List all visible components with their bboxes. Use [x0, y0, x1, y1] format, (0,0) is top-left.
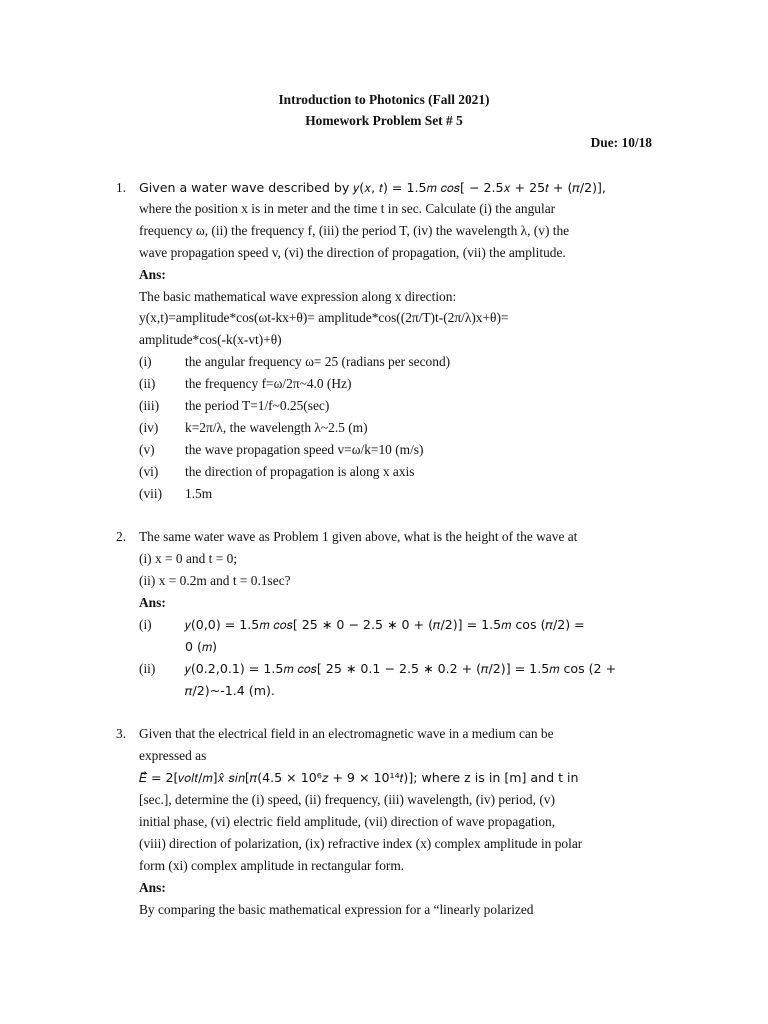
document-title: Introduction to Photonics (Fall 2021)	[278, 92, 490, 107]
problem-1-answer-line-2: y(x,t)=amplitude*cos(ωt-kx+θ)= amplitude*cos((2π/T)t-(2π/λ)x+θ)=	[139, 310, 509, 325]
problem-2-item-number: (ii)	[139, 661, 156, 676]
problem-2-item-number: (i)	[139, 617, 152, 632]
problem-2-item-i-line-1: 𝑦(0,0) = 1.5𝑚 𝑐𝑜𝑠[ 25 ∗ 0 − 2.5 ∗ 0 + (𝜋/2)] = 1.5𝑚 cos (𝜋/2) =	[185, 617, 585, 632]
problem-2-line-2: (i) x = 0 and t = 0;	[139, 551, 238, 566]
problem-1-item-number: (ii)	[139, 376, 156, 391]
problem-3-line-7: form (xi) complex amplitude in rectangular form.	[139, 858, 405, 873]
problem-1-line-1: Given a water wave described by 𝑦(𝑥, 𝑡) = 1.5𝑚 𝑐𝑜𝑠[ − 2.5𝑥 + 25𝑡 + (𝜋/2)],	[139, 180, 606, 195]
problem-1-item-text: the wave propagation speed v=ω/k=10 (m/s)	[185, 442, 424, 457]
problem-2-answer-label: Ans:	[139, 595, 166, 610]
problem-1-answer-line-1: The basic mathematical wave expression along x direction:	[139, 289, 457, 304]
problem-1-item-number: (v)	[139, 442, 155, 457]
problem-1-item-text: the frequency f=ω/2π~4.0 (Hz)	[185, 376, 352, 391]
problem-3-line-5: initial phase, (vi) electric field amplitude, (vii) direction of wave propagation,	[139, 814, 556, 829]
problem-1-item-text: the angular frequency ω= 25 (radians per second)	[185, 354, 451, 369]
problem-3-line-4: [sec.], determine the (i) speed, (ii) frequency, (iii) wavelength, (iv) period, (v)	[139, 792, 555, 807]
problem-1-item-text: the direction of propagation is along x axis	[185, 464, 415, 479]
problem-3-answer-label: Ans:	[139, 880, 166, 895]
problem-1-item-number: (i)	[139, 354, 152, 369]
problem-1-item-number: (iv)	[139, 420, 159, 435]
problem-1-item-text: 1.5m	[185, 486, 213, 501]
problem-3-line-2: expressed as	[139, 748, 207, 763]
problem-1-line-2: where the position x is in meter and the time t in sec. Calculate (i) the angular	[139, 201, 556, 216]
problem-2-line-3: (ii) x = 0.2m and t = 0.1sec?	[139, 573, 291, 588]
problem-3-equation: 𝐸⃗ = 2[𝑣𝑜𝑙𝑡/𝑚]𝑥̂ 𝑠𝑖𝑛[𝜋(4.5 × 10⁶𝑧 + 9 × 10¹⁴𝑡)]; where z is in [m] and t in	[139, 770, 579, 785]
problem-1-item-number: (vii)	[139, 486, 163, 501]
problem-3-line-1: Given that the electrical field in an electromagnetic wave in a medium can be	[139, 726, 554, 741]
problem-1-item-text: the period T=1/f~0.25(sec)	[185, 398, 330, 413]
problem-1-answer-label: Ans:	[139, 267, 166, 282]
problem-1-item-text: k=2π/λ, the wavelength λ~2.5 (m)	[185, 420, 368, 435]
due-date: Due: 10/18	[590, 135, 652, 150]
problem-3-number: 3.	[116, 726, 127, 741]
problem-1-item-number: (iii)	[139, 398, 160, 413]
problem-2-item-i-line-2: 0 (𝑚)	[185, 639, 218, 654]
problem-1-answer-line-3: amplitude*cos(-k(x-vt)+θ)	[139, 332, 282, 347]
problem-3-line-6: (viii) direction of polarization, (ix) refractive index (x) complex amplitude in polar	[139, 836, 583, 851]
problem-2-line-1: The same water wave as Problem 1 given above, what is the height of the wave at	[139, 529, 578, 544]
problem-1-item-number: (vi)	[139, 464, 159, 479]
problem-1-line-4: wave propagation speed v, (vi) the direction of propagation, (vii) the amplitude.	[139, 245, 566, 260]
document-subtitle: Homework Problem Set # 5	[305, 113, 463, 128]
problem-2-item-ii-line-2: 𝜋/2)~-1.4 (m).	[185, 683, 275, 698]
problem-1-line-3: frequency ω, (ii) the frequency f, (iii) the period T, (iv) the wavelength λ, (v) the	[139, 223, 570, 238]
problem-2-item-ii-line-1: 𝑦(0.2,0.1) = 1.5𝑚 𝑐𝑜𝑠[ 25 ∗ 0.1 − 2.5 ∗ 0.2 + (𝜋/2)] = 1.5𝑚 cos (2 +	[185, 661, 617, 676]
problem-2-number: 2.	[116, 529, 127, 544]
problem-1-number: 1.	[116, 180, 127, 195]
problem-3-answer-line-1: By comparing the basic mathematical expression for a “linearly polarized	[139, 902, 534, 917]
